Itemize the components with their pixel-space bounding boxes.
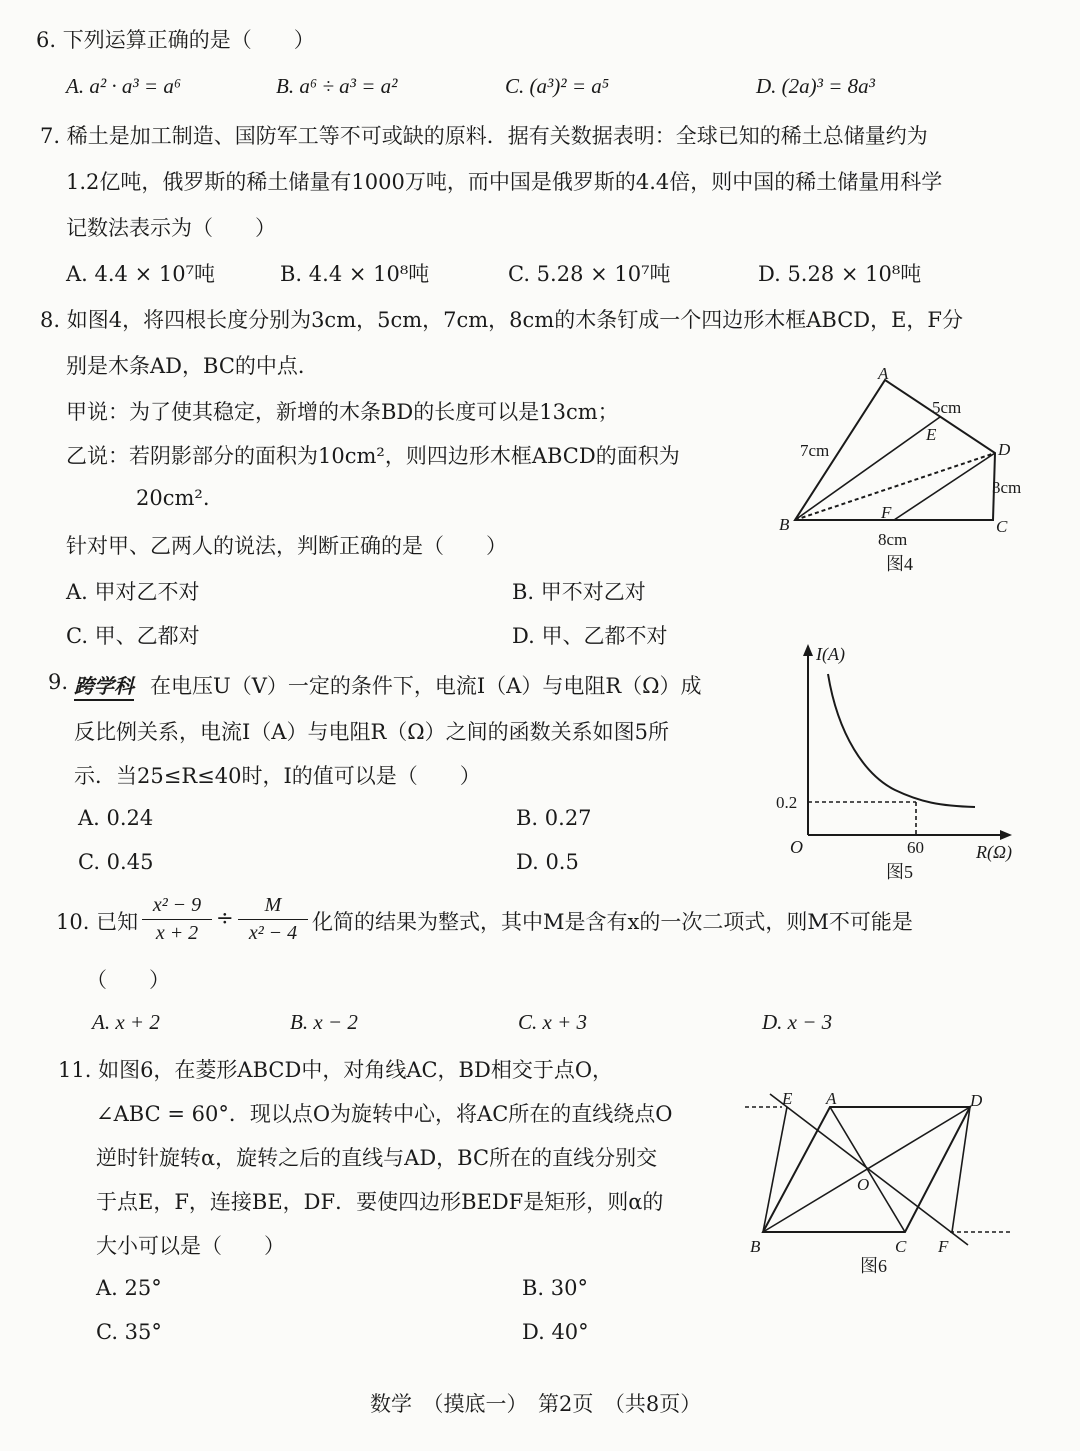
q10-option-c: C. x + 3: [518, 1010, 587, 1034]
segment-bd-dashed: [795, 453, 995, 520]
figure-4: [770, 360, 1040, 580]
q9-option-b: B. 0.27: [516, 806, 592, 830]
label-e: E: [782, 1089, 793, 1108]
label-f: F: [938, 1237, 949, 1256]
q9-option-d: D. 0.5: [516, 850, 579, 874]
label-c: C: [996, 517, 1008, 536]
inverse-curve: [828, 674, 975, 807]
q7-line-1: 7. 稀土是加工制造、国防军工等不可或缺的原料．据有关数据表明：全球已知的稀土总储量约为: [40, 124, 928, 148]
fraction-1-numerator: x² − 9: [152, 894, 202, 916]
q8-yi-1: 乙说：若阴影部分的面积为10cm²，则四边形木框ABCD的面积为: [66, 444, 680, 468]
fraction-2-numerator: M: [264, 894, 282, 916]
q7-line-2: 1.2亿吨，俄罗斯的稀土储量有1000万吨，而中国是俄罗斯的4.4倍，则中国的稀土储量用科学: [66, 170, 943, 194]
label-b: B: [779, 515, 790, 534]
fraction-2-denominator: x² − 4: [248, 922, 298, 944]
figure-4-caption: 图4: [886, 554, 913, 574]
length-ad: 5cm: [932, 398, 962, 417]
q10-divide-sign: ÷: [216, 906, 234, 930]
label-a: A: [826, 1089, 837, 1108]
q9-line-1: 在电压U（V）一定的条件下，电流I（A）与电阻R（Ω）成: [150, 674, 702, 698]
label-o: O: [857, 1175, 870, 1194]
label-a: A: [878, 364, 889, 383]
q9-line-3: 示．当25≤R≤40时，I的值可以是（ ）: [74, 764, 481, 788]
q6-option-d: D. (2a)³ = 8a³: [756, 74, 875, 98]
q9-option-c: C. 0.45: [78, 850, 154, 874]
label-e: E: [926, 425, 937, 444]
label-b: B: [750, 1237, 761, 1256]
q7-option-b: B. 4.4 × 10⁸吨: [280, 262, 430, 286]
q11-option-a: A. 25°: [96, 1276, 162, 1300]
q11-option-d: D. 40°: [522, 1320, 589, 1344]
q9-option-a: A. 0.24: [78, 806, 154, 830]
q7-line-3: 记数法表示为（ ）: [66, 216, 276, 240]
q11-option-b: B. 30°: [522, 1276, 589, 1300]
label-d: D: [998, 440, 1011, 459]
origin-label: O: [790, 837, 803, 857]
length-cd: 3cm: [992, 478, 1022, 497]
q8-yi-2: 20cm².: [136, 486, 210, 510]
length-bc: 8cm: [878, 530, 908, 549]
q10-fraction-1: [142, 894, 212, 945]
segment-be: [763, 1107, 787, 1232]
q7-option-c: C. 5.28 × 10⁷吨: [508, 262, 671, 286]
q8-line-1: 8. 如图4，将四根长度分别为3cm，5cm，7cm，8cm的木条钉成一个四边形木框ABCD，E，F分: [40, 308, 964, 332]
q8-option-a: A. 甲对乙不对: [66, 580, 200, 604]
q11-line-4: 于点E，F，连接BE，DF．要使四边形BEDF是矩形，则α的: [96, 1190, 664, 1214]
q10-option-d: D. x − 3: [762, 1010, 833, 1034]
fraction-1-bar: [142, 919, 212, 920]
q11-line-2: ∠ABC = 60°．现以点O为旋转中心，将AC所在的直线绕点O: [96, 1102, 673, 1126]
figure-6-caption: 图6: [860, 1256, 887, 1276]
segment-fd: [894, 453, 995, 520]
x-tick-label: 60: [907, 838, 924, 857]
q11-line-5: 大小可以是（ ）: [96, 1234, 285, 1258]
y-axis-arrow: [803, 644, 813, 656]
q8-option-d: D. 甲、乙都不对: [512, 624, 668, 648]
page-footer: 数学 （摸底一） 第2页 （共8页）: [370, 1392, 702, 1416]
figure-5-caption: 图5: [886, 862, 913, 882]
y-tick-label: 0.2: [776, 793, 798, 812]
q8-jia: 甲说：为了使其稳定，新增的木条BD的长度可以是13cm；: [66, 400, 619, 424]
x-axis-arrow: [1000, 830, 1012, 840]
q10-suffix: 化简的结果为整式，其中M是含有x的一次二项式，则M不可能是: [312, 910, 913, 934]
q8-option-b: B. 甲不对乙对: [512, 580, 646, 604]
q6-option-b: B. a⁶ ÷ a³ = a²: [276, 74, 398, 98]
diagonal-bd: [763, 1107, 970, 1232]
figure-6: [740, 1080, 1030, 1280]
q6-option-a: A. a² · a³ = a⁶: [66, 74, 182, 98]
q6-option-c: C. (a³)² = a⁵: [505, 74, 610, 98]
q8-option-c: C. 甲、乙都对: [66, 624, 200, 648]
q10-paren: （ ）: [86, 968, 170, 992]
q7-option-d: D. 5.28 × 10⁸吨: [758, 262, 922, 286]
fraction-2-bar: [238, 919, 308, 920]
x-axis-label: R(Ω): [976, 842, 1012, 862]
length-ab: 7cm: [800, 441, 830, 460]
label-d: D: [970, 1091, 983, 1110]
q8-ask: 针对甲、乙两人的说法，判断正确的是（ ）: [66, 534, 507, 558]
q10-fraction-2: [238, 894, 308, 945]
q10-option-a: A. x + 2: [92, 1010, 160, 1034]
q10-option-b: B. x − 2: [290, 1010, 358, 1034]
q6-stem: 6. 下列运算正确的是（ ）: [36, 28, 315, 52]
q9-line-2: 反比例关系，电流I（A）与电阻R（Ω）之间的函数关系如图5所: [74, 720, 670, 744]
label-f: F: [881, 503, 892, 522]
q11-option-c: C. 35°: [96, 1320, 162, 1344]
q11-line-3: 逆时针旋转α，旋转之后的直线与AD，BC所在的直线分别交: [96, 1146, 658, 1170]
q7-option-a: A. 4.4 × 10⁷吨: [66, 262, 215, 286]
q8-line-2: 别是木条AD，BC的中点．: [66, 354, 319, 378]
figure-5: [770, 640, 1040, 890]
y-axis-label: I(A): [816, 644, 845, 664]
label-c: C: [895, 1237, 907, 1256]
q10-prefix: 10. 已知: [56, 910, 139, 934]
q9-number: 9.: [48, 670, 69, 694]
q11-line-1: 11. 如图6，在菱形ABCD中，对角线AC，BD相交于点O，: [58, 1058, 614, 1082]
q9-cross-subject-tag: 跨学科: [74, 670, 134, 701]
fraction-1-denominator: x + 2: [155, 922, 199, 944]
